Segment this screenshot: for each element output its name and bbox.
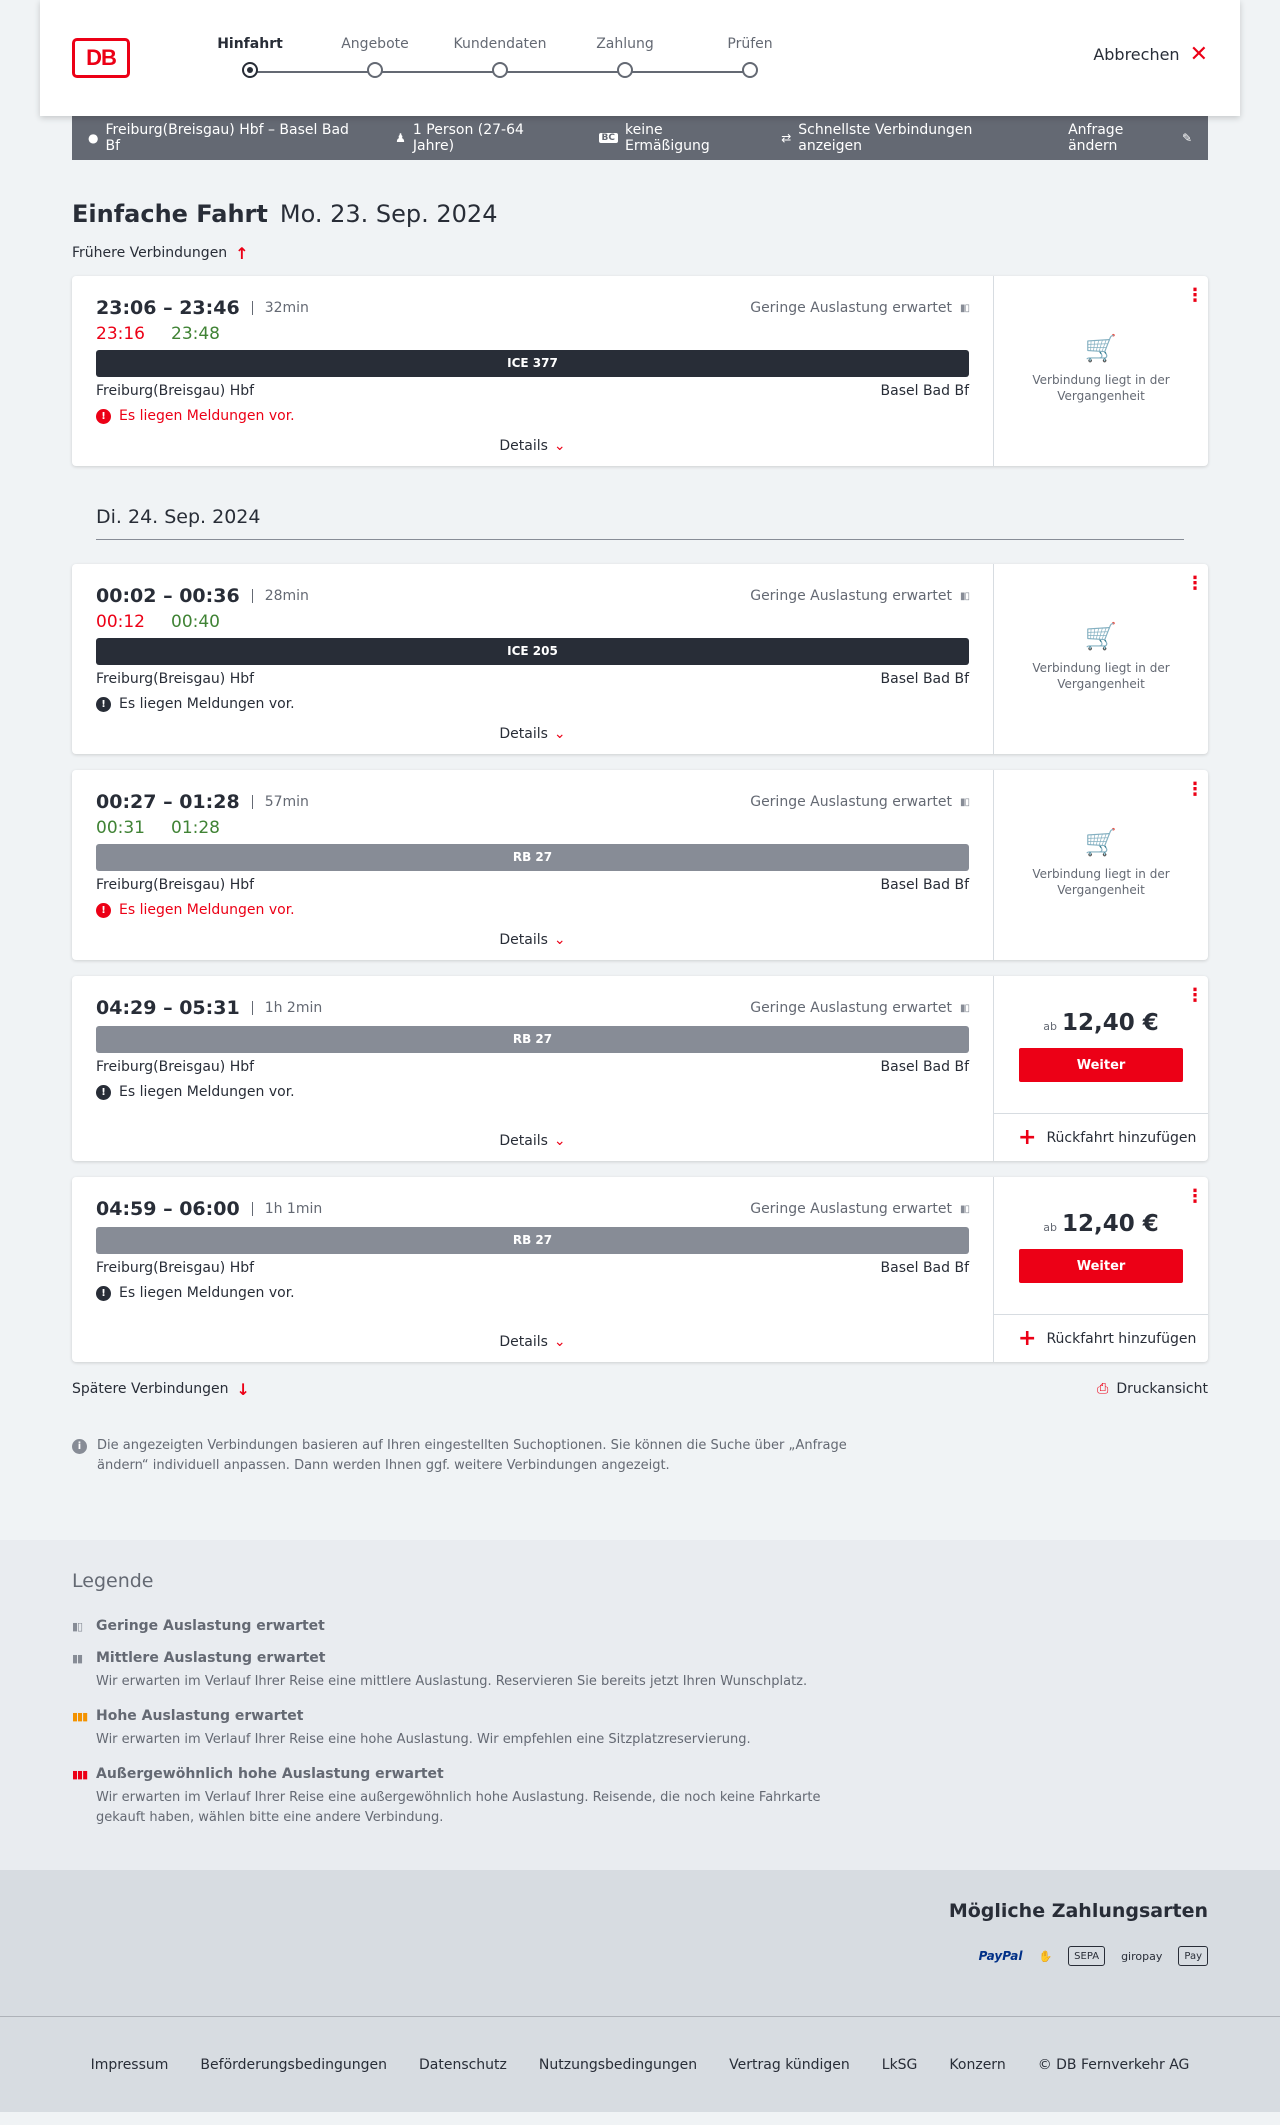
print-view-link[interactable] [1097, 1380, 1208, 1398]
connection-info [72, 276, 994, 466]
more-options-icon[interactable]: ⋮ [1186, 573, 1204, 594]
chevron-down-icon: ⌄ [553, 438, 566, 454]
cancel-button[interactable] [1093, 41, 1208, 67]
step-hinfahrt [200, 36, 300, 78]
alert-icon: ! [96, 409, 111, 424]
legend-item-title: Hohe Auslastung erwartet [96, 1708, 304, 1724]
duration: 32min [252, 301, 309, 315]
footer-link-impressum[interactable]: Impressum [90, 2056, 169, 2073]
message-text: Es liegen Meldungen vor. [119, 696, 295, 712]
legend-item-title: Mittlere Auslastung erwartet [96, 1650, 326, 1666]
realtime-departure: 23:16 [96, 324, 145, 344]
results-footer-row [72, 1380, 1208, 1398]
past-text: Verbindung liegt in der Vergangenheit [1032, 661, 1170, 691]
change-search-button[interactable] [1068, 122, 1192, 154]
discount-info [599, 122, 750, 154]
add-return-trip-button[interactable] [994, 1113, 1208, 1161]
offer-panel [994, 564, 1208, 754]
connection-card[interactable] [72, 976, 1208, 1161]
occupancy-text: Geringe Auslastung erwartet [750, 1201, 952, 1217]
legend-item-high [72, 1708, 1208, 1750]
duration: 57min [252, 795, 309, 809]
plus-icon: + [1018, 1124, 1037, 1150]
paypal-icon: PayPal [978, 1949, 1023, 1963]
realtime-departure: 00:12 [96, 612, 145, 632]
past-text: Verbindung liegt in der Vergangenheit [1032, 373, 1170, 403]
details-label: Details [499, 1133, 548, 1149]
train-segment-bar[interactable]: RB 27 [96, 844, 969, 871]
continue-button[interactable]: Weiter [1019, 1249, 1183, 1283]
connection-info [72, 770, 994, 960]
more-options-icon[interactable]: ⋮ [1186, 1186, 1204, 1207]
price-prefix: ab [1043, 1221, 1057, 1234]
pencil-icon: ✎ [1181, 131, 1193, 145]
offer-panel [994, 276, 1208, 466]
details-label: Details [499, 932, 548, 948]
offer-panel [994, 976, 1208, 1161]
step-pruefen [700, 36, 800, 78]
apple-pay-icon: Pay [1178, 1946, 1208, 1966]
duration: 1h 1min [252, 1202, 323, 1216]
duration: 1h 2min [252, 1001, 323, 1015]
step-label: Prüfen [727, 36, 773, 52]
footer-link-datenschutz[interactable]: Datenschutz [418, 2056, 507, 2073]
return-trip-label: Rückfahrt hinzufügen [1046, 1330, 1197, 1347]
stations-row [96, 877, 969, 895]
step-dot [492, 62, 508, 78]
booking-stepper [210, 36, 790, 86]
legend-item-medium [72, 1650, 1208, 1692]
duration: 28min [252, 589, 309, 603]
occupancy-high-icon: ▮▮▮ [72, 1709, 88, 1723]
occupancy-low-icon: ▮▯ [959, 302, 969, 314]
train-segment-bar[interactable]: RB 27 [96, 1026, 969, 1053]
print-label: Druckansicht [1116, 1381, 1208, 1397]
legend-item-low [72, 1618, 1208, 1634]
occupancy-low-icon: ▮▯ [959, 1002, 969, 1014]
occupancy-text: Geringe Auslastung erwartet [750, 794, 952, 810]
step-kundendaten [450, 36, 550, 78]
page-title [72, 200, 1208, 228]
person-icon: ♟ [395, 131, 406, 145]
persons-text: 1 Person (27-64 Jahre) [412, 122, 524, 154]
more-options-icon[interactable]: ⋮ [1186, 985, 1204, 1006]
past-text: Verbindung liegt in der Vergangenheit [1032, 867, 1170, 897]
footer-link-konzern[interactable]: Konzern [949, 2056, 1006, 2073]
message-notice [96, 901, 969, 919]
message-notice [96, 407, 969, 425]
legend-item-text: Wir erwarten im Verlauf Ihrer Reise eine hohe Auslastung. Wir empfehlen eine Sitzplatzreservierung. [96, 1732, 751, 1747]
continue-button[interactable]: Weiter [1019, 1048, 1183, 1082]
occupancy-exceptional-icon: ▮▮▮ [72, 1767, 88, 1781]
chevron-down-icon: ⌄ [553, 932, 566, 948]
step-label: Angebote [341, 36, 409, 52]
arrow-down-icon: ↓ [236, 1379, 250, 1399]
earlier-label: Frühere Verbindungen [72, 245, 228, 261]
stations-row [96, 671, 969, 689]
alert-icon: ! [96, 697, 111, 712]
cart-unavailable-icon: 🛒 [1084, 828, 1118, 858]
train-segment-bar[interactable]: RB 27 [96, 1227, 969, 1254]
add-return-trip-button[interactable] [994, 1314, 1208, 1362]
trip-date: Mo. 23. Sep. 2024 [279, 200, 498, 228]
message-text: Es liegen Meldungen vor. [119, 408, 295, 424]
connection-info [72, 976, 994, 1161]
occupancy-low-icon: ▮▯ [959, 1203, 969, 1215]
price-display [994, 1010, 1208, 1036]
step-label: Hinfahrt [217, 36, 283, 52]
occupancy-indicator [750, 1201, 969, 1217]
step-dot [367, 62, 383, 78]
train-segment-bar[interactable]: ICE 377 [96, 350, 969, 377]
fastest-text: Schnellste Verbindungen anzeigen [798, 122, 973, 154]
chevron-down-icon: ⌄ [553, 1133, 566, 1149]
occupancy-indicator [750, 1000, 969, 1016]
legend-item-exceptional [72, 1766, 1208, 1828]
step-dot [742, 62, 758, 78]
message-text: Es liegen Meldungen vor. [119, 902, 295, 918]
occupancy-text: Geringe Auslastung erwartet [750, 300, 952, 316]
realtime-arrival: 00:40 [171, 612, 220, 632]
trip-type: Einfache Fahrt [72, 200, 268, 228]
step-label: Kundendaten [453, 36, 547, 52]
step-dot [617, 62, 633, 78]
details-toggle[interactable] [72, 726, 993, 742]
details-toggle[interactable] [72, 1334, 993, 1350]
message-text: Es liegen Meldungen vor. [119, 1285, 295, 1301]
bahncard-icon: BC [599, 133, 618, 143]
past-connection-notice [994, 622, 1208, 692]
step-zahlung [575, 36, 675, 78]
chevron-down-icon: ⌄ [553, 726, 566, 742]
time-range: 23:06 – 23:46 [96, 297, 240, 319]
arrow-up-icon: ↑ [235, 243, 249, 263]
step-label: Zahlung [596, 36, 654, 52]
fastest-info [781, 122, 1036, 154]
later-connections-link[interactable] [72, 1380, 250, 1398]
alert-icon: ! [96, 1286, 111, 1301]
later-label: Spätere Verbindungen [72, 1381, 229, 1397]
occupancy-indicator [750, 588, 969, 604]
price-value: 12,40 € [1061, 1010, 1159, 1036]
destination-station: Basel Bad Bf [880, 877, 969, 893]
location-pin-icon: ● [88, 131, 99, 145]
footer-link-nutzung[interactable]: Nutzungsbedingungen [538, 2056, 698, 2073]
return-trip-label: Rückfahrt hinzufügen [1046, 1129, 1197, 1146]
stations-row [96, 1260, 969, 1278]
details-label: Details [499, 438, 548, 454]
realtime-times [96, 816, 969, 840]
legend-item-text: Wir erwarten im Verlauf Ihrer Reise eine mittlere Auslastung. Reservieren Sie bereits jetzt Ihren Wunschplatz. [96, 1674, 808, 1689]
past-connection-notice [994, 334, 1208, 404]
details-toggle[interactable] [72, 438, 993, 454]
cancel-label: Abbrechen [1093, 45, 1180, 64]
credit-card-icon: ✋ [1038, 1949, 1053, 1963]
destination-station: Basel Bad Bf [880, 383, 969, 399]
time-range: 04:29 – 05:31 [96, 997, 240, 1019]
alert-icon: ! [96, 1085, 111, 1100]
message-notice [96, 1083, 969, 1101]
plus-icon: + [1018, 1325, 1037, 1351]
connection-info [72, 564, 994, 754]
occupancy-medium-icon: ▮▮ [72, 1651, 83, 1665]
train-segment-bar[interactable]: ICE 205 [96, 638, 969, 665]
realtime-arrival: 23:48 [171, 324, 220, 344]
past-connection-notice [994, 828, 1208, 898]
footer-link-lksg[interactable]: LkSG [881, 2056, 918, 2073]
route-text: Freiburg(Breisgau) Hbf – Basel Bad Bf [105, 122, 349, 154]
cart-unavailable-icon: 🛒 [1084, 334, 1118, 364]
step-angebote [325, 36, 425, 78]
cart-unavailable-icon: 🛒 [1084, 622, 1118, 652]
connection-card[interactable] [72, 770, 1208, 960]
connection-info [72, 1177, 994, 1362]
price-prefix: ab [1043, 1020, 1057, 1033]
persons-info [395, 122, 566, 154]
more-options-icon[interactable]: ⋮ [1186, 779, 1204, 800]
more-options-icon[interactable]: ⋮ [1186, 285, 1204, 306]
origin-station: Freiburg(Breisgau) Hbf [96, 1260, 255, 1276]
legend-section [0, 1540, 1280, 1870]
details-toggle[interactable] [72, 1133, 993, 1149]
close-icon: ✕ [1189, 41, 1208, 67]
search-summary-bar [72, 116, 1208, 160]
legend-item-title: Außergewöhnlich hohe Auslastung erwartet [96, 1766, 444, 1782]
time-range: 04:59 – 06:00 [96, 1198, 240, 1220]
giropay-icon: giropay [1121, 1949, 1163, 1963]
results-main [72, 200, 1208, 1476]
origin-station: Freiburg(Breisgau) Hbf [96, 671, 255, 687]
message-notice [96, 695, 969, 713]
payment-title: Mögliche Zahlungsarten [948, 1900, 1208, 1922]
realtime-times [96, 610, 969, 634]
offer-panel [994, 1177, 1208, 1362]
db-logo[interactable]: DB [72, 38, 130, 78]
time-range: 00:02 – 00:36 [96, 585, 240, 607]
step-dot [242, 62, 258, 78]
message-notice [96, 1284, 969, 1302]
occupancy-text: Geringe Auslastung erwartet [750, 588, 952, 604]
occupancy-low-icon: ▮▯ [959, 796, 969, 808]
legend-title: Legende [72, 1570, 154, 1592]
connection-card[interactable] [72, 564, 1208, 754]
details-label: Details [499, 726, 548, 742]
payment-methods-section [0, 1870, 1280, 2016]
sepa-icon: SEPA [1068, 1946, 1105, 1966]
destination-station: Basel Bad Bf [880, 1059, 969, 1075]
discount-text: keine Ermäßigung [624, 122, 710, 154]
details-label: Details [499, 1334, 548, 1350]
occupancy-low-icon: ▮▯ [72, 1619, 83, 1633]
connection-card[interactable] [72, 276, 1208, 466]
destination-station: Basel Bad Bf [880, 671, 969, 687]
origin-station: Freiburg(Breisgau) Hbf [96, 383, 255, 399]
swap-arrows-icon: ⇄ [781, 131, 792, 145]
price-value: 12,40 € [1061, 1211, 1159, 1237]
change-search-label: Anfrage ändern [1068, 122, 1124, 154]
footer-link-vertrag[interactable]: Vertrag kündigen [729, 2056, 850, 2073]
occupancy-indicator [750, 300, 969, 316]
legend-item-text: Wir erwarten im Verlauf Ihrer Reise eine außergewöhnlich hohe Auslastung. Reisende, die noch keine Fahrkarte gekauft haben, wählen bitte eine andere Verbindung. [96, 1790, 821, 1825]
realtime-departure: 00:31 [96, 818, 145, 838]
payment-icons [979, 1942, 1208, 1970]
footer-link-befoerderung[interactable]: Beförderungsbedingungen [200, 2056, 387, 2073]
origin-station: Freiburg(Breisgau) Hbf [96, 1059, 255, 1075]
chevron-down-icon: ⌄ [553, 1334, 566, 1350]
occupancy-text: Geringe Auslastung erwartet [750, 1000, 952, 1016]
alert-icon: ! [96, 903, 111, 918]
stations-row [96, 1059, 969, 1077]
time-range: 00:27 – 01:28 [96, 791, 240, 813]
earlier-connections-link[interactable] [72, 244, 1208, 262]
message-text: Es liegen Meldungen vor. [119, 1084, 295, 1100]
realtime-arrival: 01:28 [171, 818, 220, 838]
day-separator: Di. 24. Sep. 2024 [96, 506, 1184, 540]
connection-card[interactable] [72, 1177, 1208, 1362]
printer-icon: ⎙ [1097, 1381, 1109, 1397]
occupancy-low-icon: ▮▯ [959, 590, 969, 602]
offer-panel [994, 770, 1208, 960]
origin-station: Freiburg(Breisgau) Hbf [96, 877, 255, 893]
legend-item-title: Geringe Auslastung erwartet [96, 1618, 325, 1634]
price-display [994, 1211, 1208, 1237]
occupancy-indicator [750, 794, 969, 810]
info-icon: i [72, 1439, 87, 1454]
details-toggle[interactable] [72, 932, 993, 948]
site-footer [0, 2016, 1280, 2112]
note-text: Die angezeigten Verbindungen basieren auf Ihren eingestellten Suchoptionen. Sie können die Suche über „Anfrage ändern“ individuell anpassen. Dann werden Ihnen ggf. weitere Verbindungen angezeigt. [97, 1438, 847, 1473]
route-info [88, 122, 363, 154]
destination-station: Basel Bad Bf [880, 1260, 969, 1276]
footer-copyright: © DB Fernverkehr AG [1037, 2056, 1190, 2073]
top-header [40, 0, 1240, 116]
stations-row [96, 383, 969, 401]
realtime-times [96, 322, 969, 346]
search-options-note [72, 1436, 862, 1476]
